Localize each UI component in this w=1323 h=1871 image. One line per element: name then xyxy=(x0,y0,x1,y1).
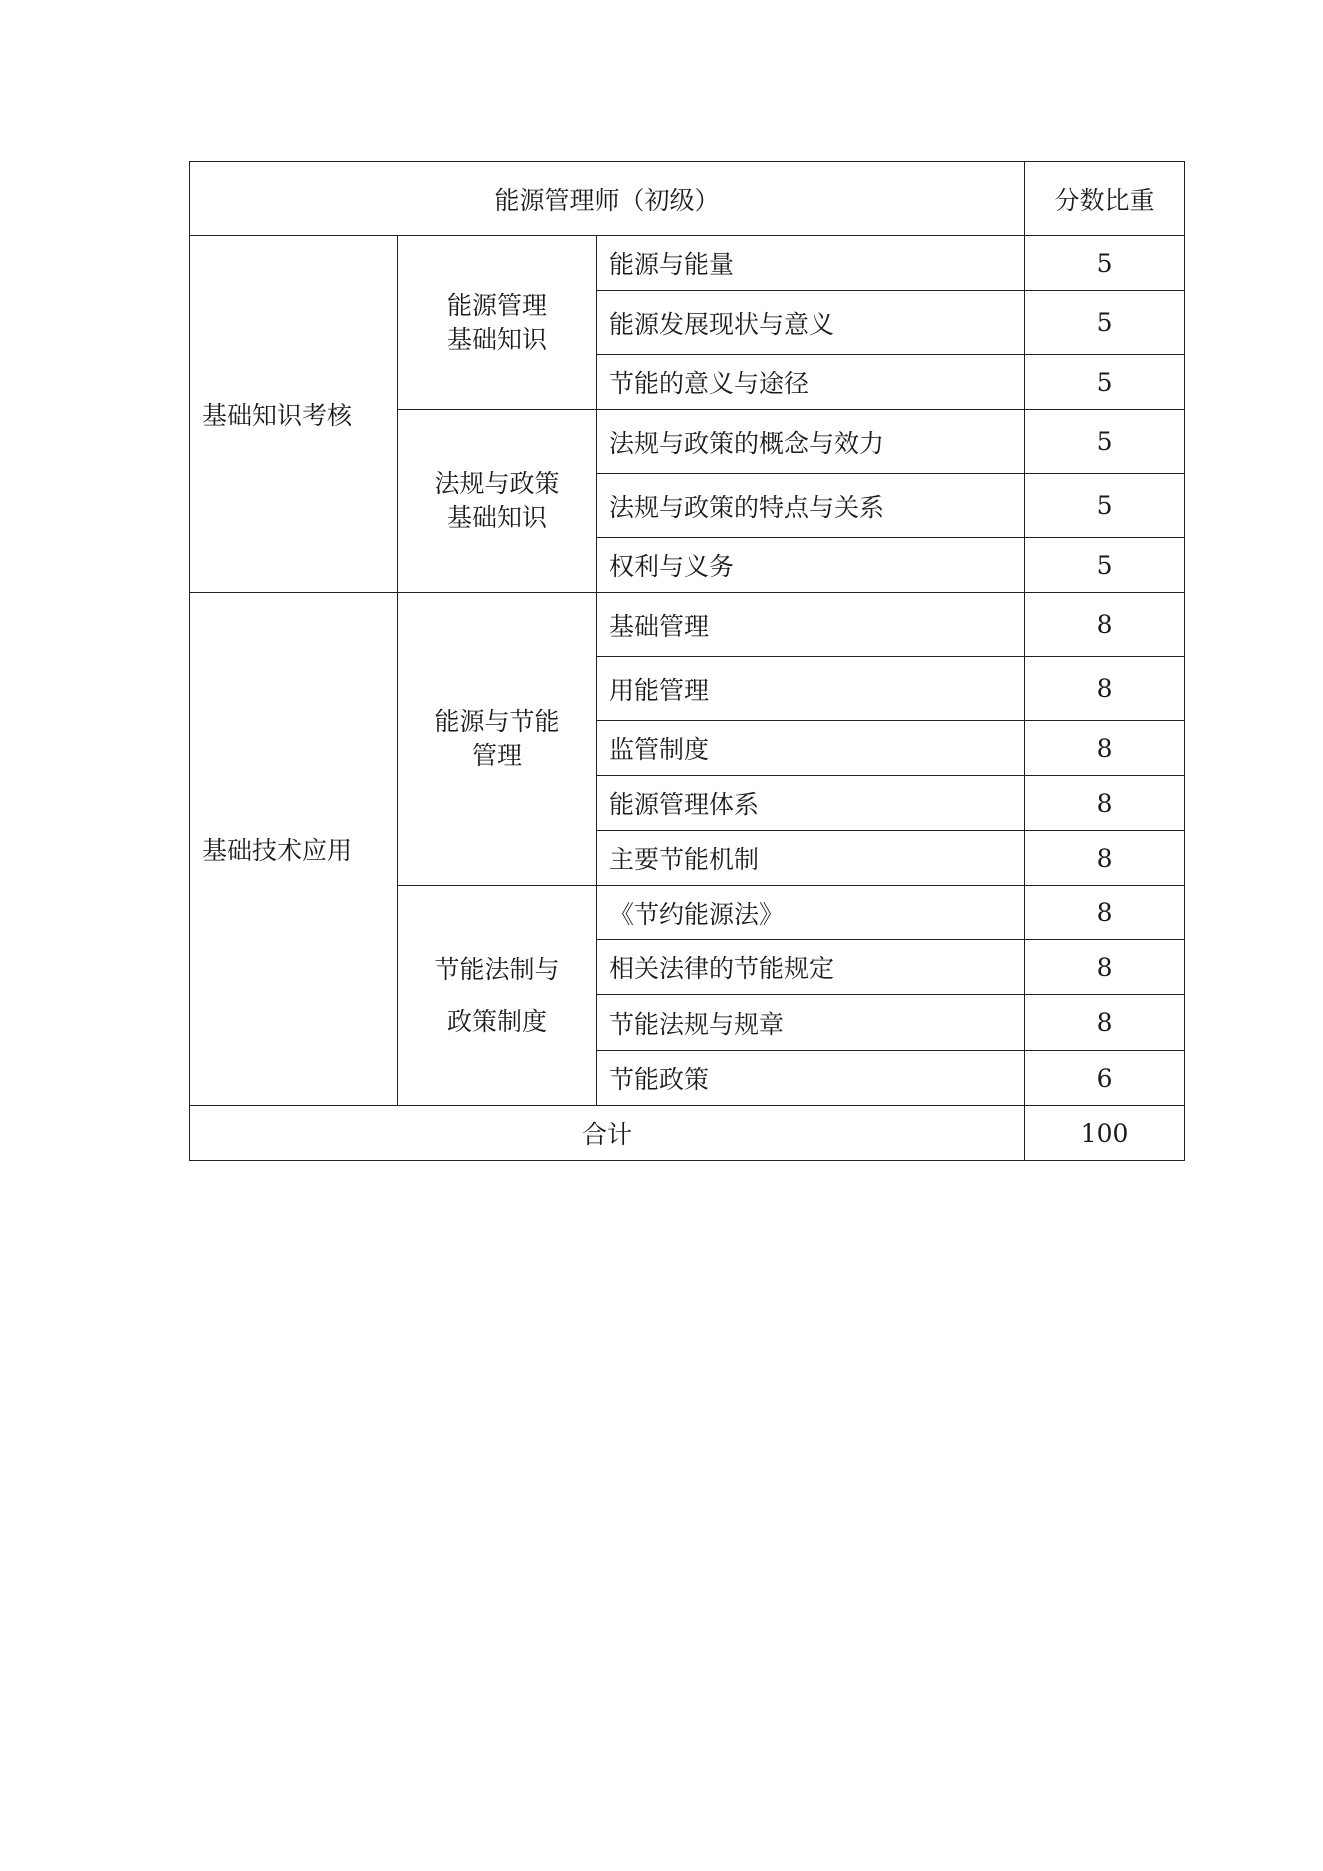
item-name: 相关法律的节能规定 xyxy=(597,940,1025,995)
item-weight: 5 xyxy=(1025,410,1185,474)
subcategory-line: 管理 xyxy=(471,741,522,770)
item-weight: 5 xyxy=(1025,291,1185,355)
item-name: 《节约能源法》 xyxy=(597,886,1025,940)
table-row xyxy=(190,593,1185,657)
table-row xyxy=(190,236,1185,291)
table-header-row xyxy=(190,162,1185,236)
item-weight: 8 xyxy=(1025,657,1185,721)
item-name: 节能政策 xyxy=(597,1051,1025,1106)
item-weight: 6 xyxy=(1025,1051,1185,1106)
item-weight: 8 xyxy=(1025,886,1185,940)
item-name: 基础管理 xyxy=(597,593,1025,657)
item-weight: 8 xyxy=(1025,831,1185,886)
item-name: 法规与政策的概念与效力 xyxy=(597,410,1025,474)
table-title: 能源管理师（初级） xyxy=(190,162,1025,236)
subcategory-line: 能源管理 xyxy=(446,290,547,320)
weight-column-header: 分数比重 xyxy=(1025,162,1185,236)
item-name: 权利与义务 xyxy=(597,538,1025,593)
subcategory-line: 法规与政策 xyxy=(434,469,560,498)
subcategory-line: 基础知识 xyxy=(446,324,547,354)
subcategory-line: 基础知识 xyxy=(446,503,547,532)
subcategory-cell xyxy=(398,593,597,886)
item-name: 节能的意义与途径 xyxy=(597,355,1025,410)
item-weight: 5 xyxy=(1025,538,1185,593)
subcategory-line: 能源与节能 xyxy=(434,707,560,736)
total-label: 合计 xyxy=(190,1106,1025,1161)
item-weight: 8 xyxy=(1025,593,1185,657)
category-cell: 基础知识考核 xyxy=(190,236,398,593)
item-name: 监管制度 xyxy=(597,721,1025,776)
item-name: 主要节能机制 xyxy=(597,831,1025,886)
item-name: 能源发展现状与意义 xyxy=(597,291,1025,355)
score-weight-table xyxy=(189,161,1185,1161)
subcategory-line: 节能法制与 xyxy=(434,954,560,984)
item-weight: 8 xyxy=(1025,776,1185,831)
total-value: 100 xyxy=(1025,1106,1185,1161)
subcategory-cell xyxy=(398,236,597,410)
category-cell: 基础技术应用 xyxy=(190,593,398,1106)
item-name: 能源与能量 xyxy=(597,236,1025,291)
total-row xyxy=(190,1106,1185,1161)
item-name: 节能法规与规章 xyxy=(597,995,1025,1051)
subcategory-cell xyxy=(398,886,597,1106)
item-weight: 5 xyxy=(1025,474,1185,538)
item-weight: 5 xyxy=(1025,236,1185,291)
subcategory-line: 政策制度 xyxy=(446,1006,547,1036)
item-weight: 8 xyxy=(1025,721,1185,776)
subcategory-cell xyxy=(398,410,597,593)
item-weight: 8 xyxy=(1025,995,1185,1051)
item-name: 能源管理体系 xyxy=(597,776,1025,831)
item-name: 法规与政策的特点与关系 xyxy=(597,474,1025,538)
item-weight: 8 xyxy=(1025,940,1185,995)
item-name: 用能管理 xyxy=(597,657,1025,721)
item-weight: 5 xyxy=(1025,355,1185,410)
